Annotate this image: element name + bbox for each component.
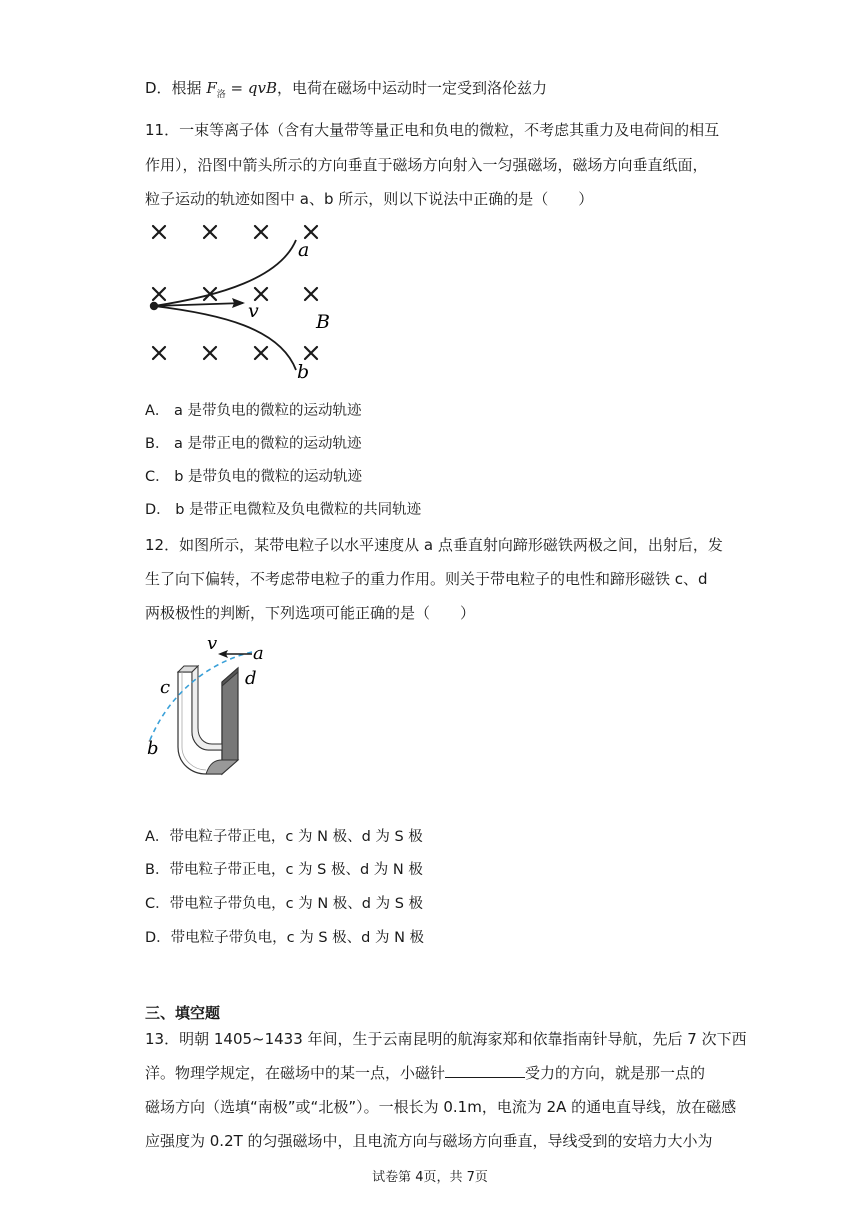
label-d: d xyxy=(245,668,257,689)
formula: $F_洛$ = qvB xyxy=(206,79,277,100)
q11-option-c[interactable]: C． b 是带负电的微粒的运动轨迹 xyxy=(145,469,363,485)
q12-stem-line2: 生了向下偏转，不考虑带电粒子的重力作用。则关于带电粒子的电性和蹄形磁铁 c、d xyxy=(145,570,708,588)
q12-option-b[interactable]: B．带电粒子带正电，c 为 S 极、d 为 N 极 xyxy=(145,862,423,878)
section-title: 三、填空题 xyxy=(145,1004,221,1022)
q13-line3: 磁场方向（选填“南极”或“北极”）。一根长为 0.1m，电流为 2A 的通电直导线，放在磁感 xyxy=(145,1098,737,1116)
q12-option-a[interactable]: A．带电粒子带正电，c 为 N 极、d 为 S 极 xyxy=(145,829,423,845)
q13-line1: 13．明朝 1405~1433 年间，生于云南昆明的航海家郑和依靠指南针导航，先后 7 次下西 xyxy=(145,1030,747,1048)
label-b: b xyxy=(297,361,310,383)
answer-blank[interactable] xyxy=(445,1063,525,1078)
trajectory-a xyxy=(154,240,296,306)
q12-stem-line1: 12．如图所示，某带电粒子以水平速度从 a 点垂直射向蹄形磁铁两极之间，出射后，发 xyxy=(145,536,723,554)
q11-option-d[interactable]: D． b 是带正电微粒及负电微粒的共同轨迹 xyxy=(145,502,422,518)
horseshoe-magnet xyxy=(178,666,238,774)
q13-line2: 洋。物理学规定，在磁场中的某一点，小磁针 受力的方向，就是那一点的 xyxy=(145,1064,706,1082)
page-footer: 试卷第 4页，共 7页 xyxy=(372,1170,488,1185)
label-b: b xyxy=(147,738,159,759)
q10-option-d: D．根据 $F_洛$ = qvB，电荷在磁场中运动时一定受到洛伦兹力 xyxy=(145,79,548,100)
q11-stem-line1: 11．一束等离子体（含有大量带等量正电和负电的微粒，不考虑其重力及电荷间的相互 xyxy=(145,121,720,139)
q11-stem-line3: 粒子运动的轨迹如图中 a、b 所示，则以下说法中正确的是（ ） xyxy=(145,190,594,208)
label-a: a xyxy=(298,239,310,261)
q11-magnetic-field-figure xyxy=(140,218,340,383)
q12-option-d[interactable]: D．带电粒子带负电，c 为 S 极、d 为 N 极 xyxy=(145,930,425,946)
label-a: a xyxy=(253,643,264,664)
q11-stem-line2: 作用），沿图中箭头所示的方向垂直于磁场方向射入一匀强磁场，磁场方向垂直纸面， xyxy=(145,156,708,174)
label-v: v xyxy=(207,633,218,654)
q13-line4: 应强度为 0.2T 的匀强磁场中，且电流方向与磁场方向垂直，导线受到的安培力大小为 xyxy=(145,1132,713,1150)
q12-stem-line3: 两极极性的判断，下列选项可能正确的是（ ） xyxy=(145,604,476,622)
label-B: B xyxy=(316,311,330,333)
trajectory-b xyxy=(154,306,296,370)
q12-horseshoe-magnet-figure xyxy=(140,632,280,782)
q12-option-c[interactable]: C．带电粒子带负电，c 为 N 极、d 为 S 极 xyxy=(145,896,424,912)
label-v: v xyxy=(248,300,259,322)
entry-point xyxy=(150,302,158,310)
q11-option-b[interactable]: B． a 是带正电的微粒的运动轨迹 xyxy=(145,436,362,452)
label-c: c xyxy=(160,677,171,698)
q11-option-a[interactable]: A． a 是带负电的微粒的运动轨迹 xyxy=(145,403,362,419)
